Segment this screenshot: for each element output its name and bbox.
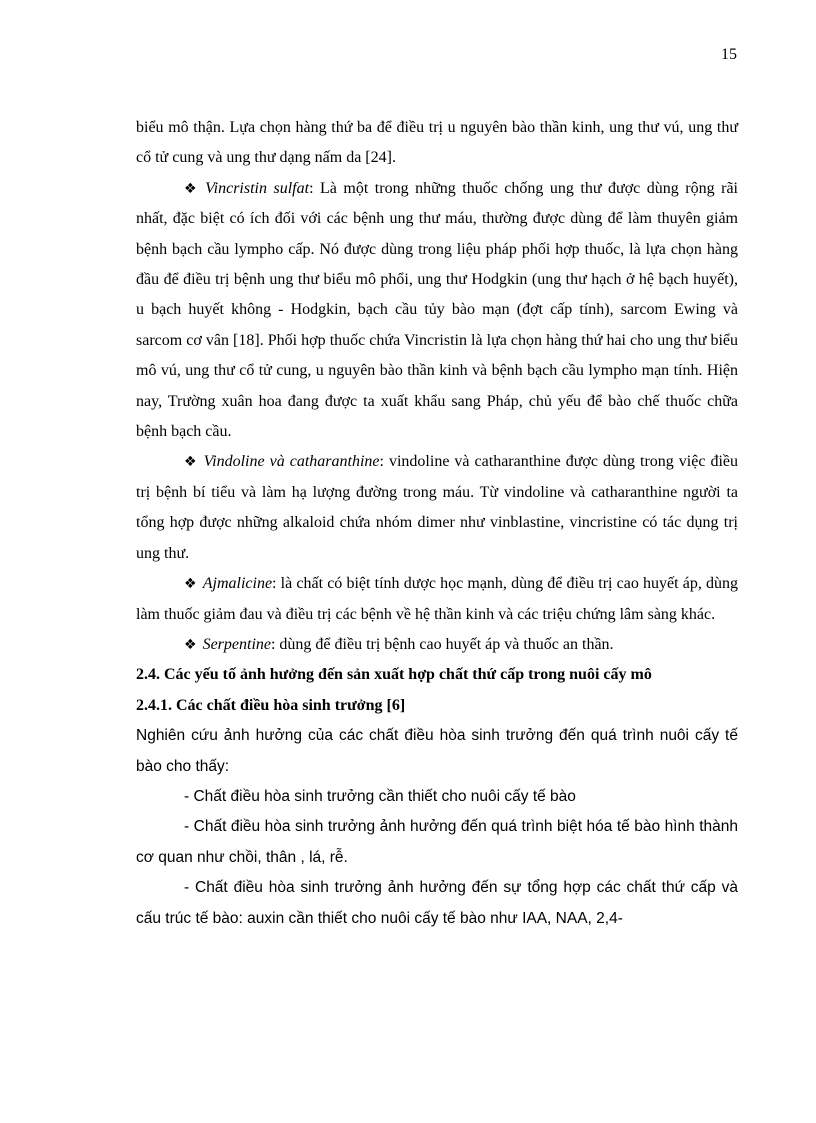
vindoline-paragraph [136,447,738,569]
vindoline-text: : vindoline và catharanthine được dùng trong việc điều trị bệnh bí tiểu và làm hạ lượng đường trong máu. Từ vindoline và catharanthine người ta tổng hợp được những alkaloid chứa nhóm dimer như vinblastine, vincristine có tác dụng trị ung thư. [136,453,739,562]
diamond-bullet-icon: ❖ [184,180,200,197]
section-heading: 2.4. Các yếu tố ảnh hưởng đến sản xuất hợp chất thứ cấp trong nuôi cấy mô [136,666,652,684]
diamond-bullet-icon: ❖ [184,454,198,471]
lead-paragraph: Nghiên cứu ảnh hưởng của các chất điều hòa sinh trưởng đến quá trình nuôi cấy tế bào cho thấy: [136,727,738,775]
intro-paragraph: biểu mô thận. Lựa chọn hàng thứ ba để điều trị u nguyên bào thần kinh, ung thư vú, ung thư cổ tử cung và ung thư dạng nấm da [24]. [136,119,738,167]
subsection-heading: 2.4.1. Các chất điều hòa sinh trưởng [6] [136,696,406,714]
ajmalicine-paragraph [136,569,738,630]
page-number: 15 [721,46,737,63]
document-body [136,113,738,934]
diamond-bullet-icon: ❖ [184,636,197,653]
vincristin-term: Vincristin sulfat [205,179,310,197]
serpentine-term: Serpentine [202,635,271,653]
ajmalicine-text: : là chất có biệt tính dược học mạnh, dùng để điều trị cao huyết áp, dùng làm thuốc giảm đau và điều trị các bệnh về hệ thần kinh và các triệu chứng lâm sàng khác. [136,575,738,623]
vincristin-paragraph [136,174,738,448]
serpentine-text: : dùng để điều trị bệnh cao huyết áp và thuốc an thần. [270,635,614,653]
list-item: - Chất điều hòa sinh trưởng ảnh hưởng đến quá trình biệt hóa tế bào hình thành cơ quan như chồi, thân , lá, rễ. [136,818,738,866]
ajmalicine-term: Ajmalicine [202,575,273,593]
diamond-bullet-icon: ❖ [184,576,197,593]
list-item: - Chất điều hòa sinh trưởng ảnh hưởng đến sự tổng hợp các chất thứ cấp và cấu trúc tế bào: auxin cần thiết cho nuôi cấy tế bào như IAA, NAA, 2,4- [136,879,738,927]
serpentine-paragraph [136,630,738,660]
vindoline-term: Vindoline và catharanthine [203,453,380,471]
list-item: - Chất điều hòa sinh trưởng cần thiết cho nuôi cấy tế bào [184,787,576,805]
vincristin-text: : Là một trong những thuốc chống ung thư được dùng rộng rãi nhất, đặc biệt có ích đối với các bệnh ung thư máu, thường được dùng để làm thuyên giảm bệnh bạch cầu lympho cấp. Nó được dùng trong liệu pháp phối hợp thuốc, là lựa chọn hàng đầu để điều trị bệnh ung thư biểu mô phổi, ung thư Hodgkin (ung thư hạch ở hệ bạch huyết), u bạch huyết không - Hodgkin, bạch cầu tủy bào mạn (đợt cấp tính), sarcom Ewing và sarcom cơ vân [18]. Phối hợp thuốc chứa Vincristin là lựa chọn hàng thứ hai cho ung thư biểu mô vú, ung thư cổ tử cung, u nguyên bào thần kinh và bệnh bạch cầu lympho mạn tính. Hiện nay, Trường xuân hoa đang được ta xuất khẩu sang Pháp, chủ yếu để bào chế thuốc chữa bệnh bạch cầu. [136,179,739,441]
